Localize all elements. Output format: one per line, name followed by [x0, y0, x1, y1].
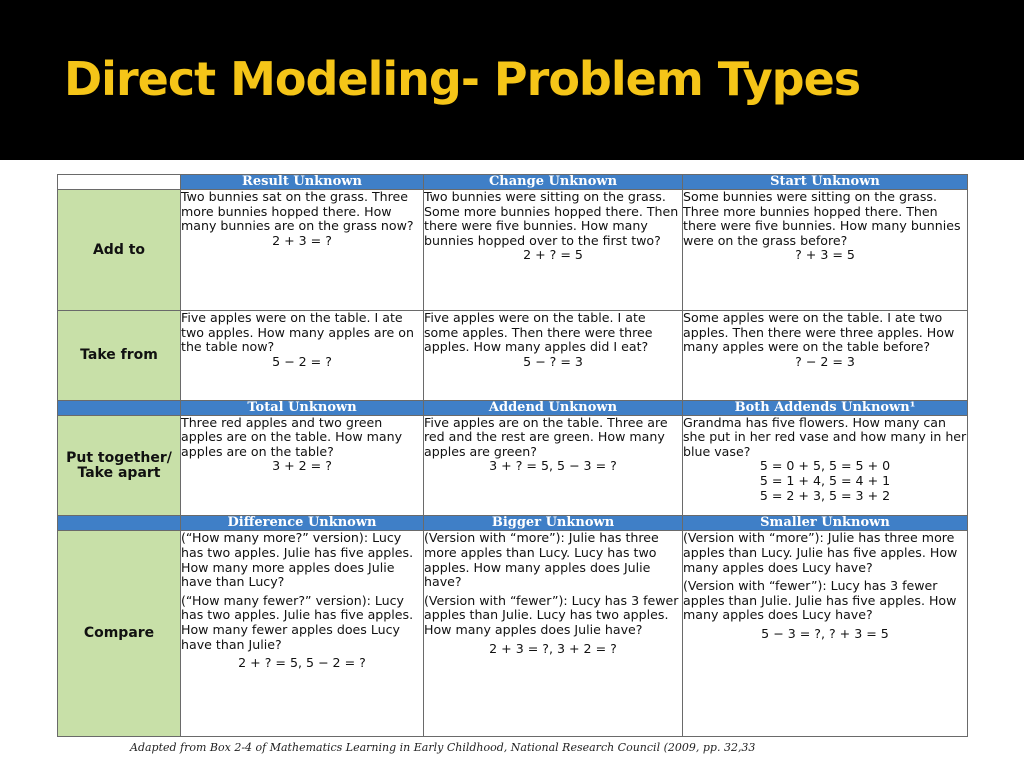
cell-equation: 5 = 1 + 4, 5 = 4 + 1: [759, 473, 891, 489]
corner-cell: [58, 175, 181, 190]
cell-text: Three red apples and two green apples are on the table. How many apples are on the table?: [181, 414, 403, 459]
band-corner: [58, 516, 181, 531]
cell-text: Two bunnies were sitting on the grass. Some more bunnies hopped there. Then there were five bunnies. How many bunnies hopped over to the first two?: [424, 189, 679, 248]
header-row-3: [58, 516, 968, 531]
cell-add-to-change: [424, 190, 683, 311]
cell-compare-bigger: [424, 531, 683, 737]
band-corner: [58, 400, 181, 415]
cell-paragraph: (Version with “fewer”): Lucy has 3 fewer apples than Julie. Julie has five apples. How many apples does Lucy have?: [683, 578, 957, 623]
cell-put-together-both: [683, 415, 968, 516]
cell-put-together-addend: [424, 415, 683, 516]
row-header-add-to: Add to: [58, 190, 181, 311]
cell-put-together-total: [181, 415, 424, 516]
cell-compare-smaller: [683, 531, 968, 737]
cell-add-to-result: [181, 190, 424, 311]
col-header-change-unknown: Change Unknown: [424, 175, 683, 190]
cell-paragraph: (Version with “more”): Julie has three more apples than Lucy. Julie has five apples. How many apples does Lucy have?: [683, 530, 958, 575]
cell-text: Some apples were on the table. I ate two apples. Then there were three apples. How many apples were on the table before?: [683, 309, 955, 355]
cell-equation: 3 + ? = 5, 5 − 3 = ?: [489, 458, 617, 474]
cell-text: Five apples were on the table. I ate two apples. How many apples are on the table now?: [181, 309, 414, 355]
cell-equation: 2 + 3 = ?, 3 + 2 = ?: [489, 640, 617, 656]
cell-paragraph: (Version with “more”): Julie has three more apples than Lucy. Lucy has two apples. How many apples does Julie have?: [424, 530, 659, 590]
cell-equation: 5 = 2 + 3, 5 = 3 + 2: [759, 487, 891, 503]
col-header-total-unknown: Total Unknown: [181, 400, 424, 415]
problem-types-table: [57, 174, 968, 737]
source-caption: Adapted from Box 2-4 of Mathematics Learning in Early Childhood, National Research Council (2009, pp. 32,33: [130, 741, 756, 754]
cell-text: Five apples are on the table. Three are red and the rest are green. How many apples are green?: [424, 414, 668, 459]
slide-title: Direct Modeling- Problem Types: [64, 52, 861, 106]
cell-equation: 5 − ? = 3: [523, 353, 583, 369]
cell-compare-difference: [181, 531, 424, 737]
cell-equation: ? − 2 = 3: [795, 353, 855, 369]
title-bar: [0, 0, 1024, 160]
row-header-compare: Compare: [58, 531, 181, 737]
cell-add-to-start: [683, 190, 968, 311]
row-header-put-together: Put together/ Take apart: [58, 415, 181, 516]
cell-paragraph: (Version with “fewer”): Lucy has 3 fewer apples than Julie. Lucy has two apples. How many apples does Julie have?: [424, 592, 679, 638]
col-header-bigger-unknown: Bigger Unknown: [424, 516, 683, 531]
col-header-addend-unknown: Addend Unknown: [424, 400, 683, 415]
cell-equation: 3 + 2 = ?: [272, 458, 332, 474]
cell-paragraph: (“How many more?” version): Lucy has two apples. Julie has five apples. How many more apples does Julie have than Lucy?: [181, 530, 414, 590]
row-take-from: [58, 310, 968, 400]
cell-take-from-change: [424, 310, 683, 400]
cell-equation: ? + 3 = 5: [795, 247, 855, 263]
cell-paragraph: (“How many fewer?” version): Lucy has two apples. Julie has five apples. How many fewer apples does Lucy have than Julie?: [181, 592, 414, 652]
cell-text: Grandma has five flowers. How many can she put in her red vase and how many in her blue vase?: [683, 414, 967, 459]
cell-equation: 2 + 3 = ?: [272, 232, 332, 248]
cell-equation: 2 + ? = 5: [523, 247, 583, 263]
row-add-to: [58, 190, 968, 311]
col-header-smaller-unknown: Smaller Unknown: [683, 516, 968, 531]
cell-take-from-start: [683, 310, 968, 400]
cell-text: Some bunnies were sitting on the grass. Three more bunnies hopped there. Then there were five bunnies. How many bunnies were on the grass before?: [683, 189, 961, 248]
cell-text: Two bunnies sat on the grass. Three more bunnies hopped there. How many bunnies are on the grass now?: [181, 189, 414, 234]
col-header-both-addends-unknown: Both Addends Unknown¹: [683, 400, 968, 415]
row-header-take-from: Take from: [58, 310, 181, 400]
col-header-result-unknown: Result Unknown: [181, 175, 424, 190]
cell-equation: 2 + ? = 5, 5 − 2 = ?: [238, 655, 366, 671]
cell-take-from-result: [181, 310, 424, 400]
cell-equation: 5 − 3 = ?, ? + 3 = 5: [761, 626, 889, 642]
header-row-1: [58, 175, 968, 190]
cell-equation: 5 − 2 = ?: [272, 353, 332, 369]
row-compare: [58, 531, 968, 737]
cell-text: Five apples were on the table. I ate some apples. Then there were three apples. How many apples did I eat?: [424, 309, 653, 355]
row-put-together: [58, 415, 968, 516]
cell-equation: 5 = 0 + 5, 5 = 5 + 0: [759, 458, 891, 474]
col-header-difference-unknown: Difference Unknown: [181, 516, 424, 531]
header-row-2: [58, 400, 968, 415]
col-header-start-unknown: Start Unknown: [683, 175, 968, 190]
